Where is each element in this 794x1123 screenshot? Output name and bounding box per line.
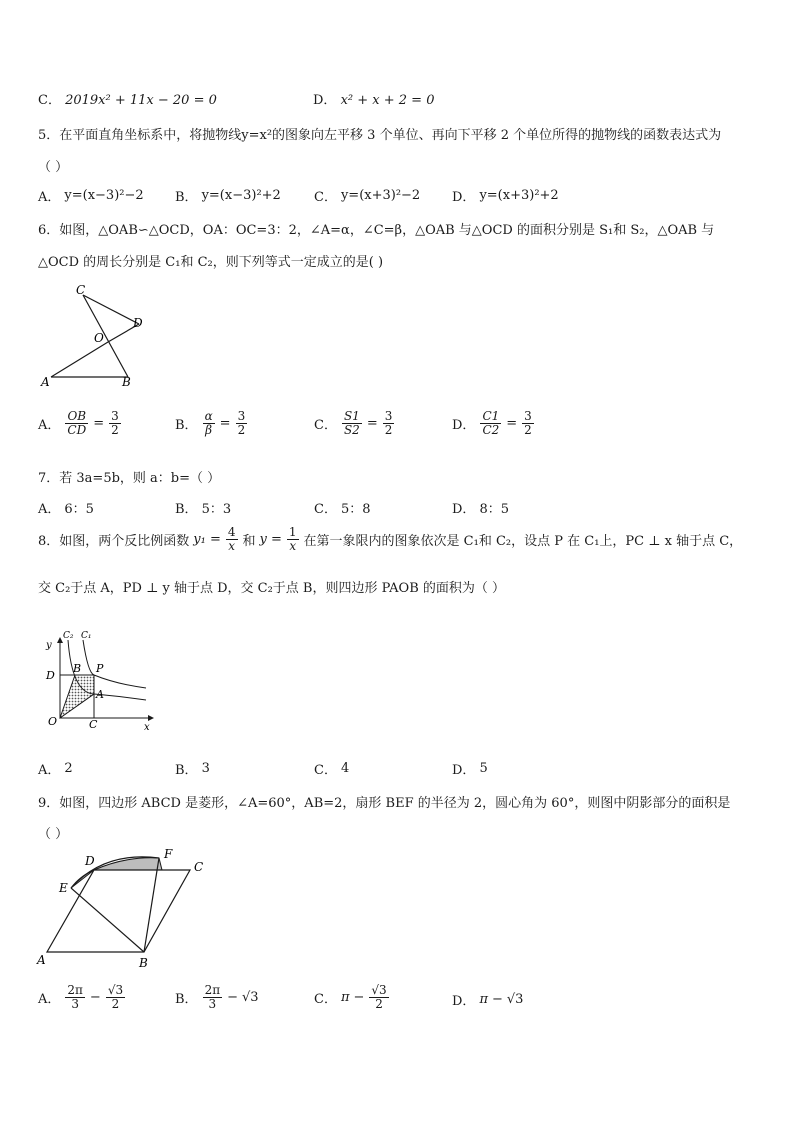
q9-label-e: E bbox=[59, 881, 68, 895]
q4-option-c-expr: 2019x² + 11x − 20 = 0 bbox=[65, 93, 217, 108]
q6-segment-oa bbox=[51, 342, 108, 377]
q8-label-x: x bbox=[144, 722, 150, 732]
q8-label-d: D bbox=[46, 669, 55, 682]
q6-option-c: C． $\frac{S1}{S2}$ = $\frac{3}{2}$ bbox=[314, 409, 393, 437]
q8-label-c: C bbox=[89, 718, 98, 731]
q9-shaded-left bbox=[71, 870, 94, 888]
q9-radius-be bbox=[71, 888, 144, 952]
q9-option-c: C． π − $\frac{√3}{2}$ bbox=[314, 983, 387, 1011]
q6-label-b: B bbox=[122, 375, 131, 389]
q8-stem-line1: 8．如图，两个反比例函数 y₁ = $\frac{4}{x}$ 和 y = $\frac{1}{x}$ 在第一象限内的图象依次是 C₁和 C₂，设点 P 在 C₁上，PC ⊥ x 轴于点 C， bbox=[38, 525, 743, 553]
q8-option-a: A． 2 bbox=[38, 761, 73, 778]
q6-option-a: A． $\frac{OB}{CD}$ = $\frac{3}{2}$ bbox=[38, 409, 119, 437]
q9-option-b: B． $\frac{2\pi}{3}$ − √3 bbox=[175, 983, 259, 1011]
q9-option-d: D． π − √3 bbox=[452, 992, 524, 1009]
q6-option-b: B． $\frac{\alpha}{\beta}$ = $\frac{3}{2}$ bbox=[175, 409, 246, 437]
q7-option-c: C． 5：8 bbox=[314, 502, 371, 517]
q9-label-d: D bbox=[85, 854, 95, 868]
q9-figure bbox=[34, 846, 212, 970]
q9-paren: （ ） bbox=[38, 827, 69, 842]
q6-label-a: A bbox=[41, 375, 50, 389]
q8-label-a: A bbox=[96, 688, 104, 701]
q5-option-a: A． y=(x−3)²−2 bbox=[38, 188, 144, 205]
q8-label-y: y bbox=[46, 640, 52, 651]
q8-label-o: O bbox=[48, 715, 58, 728]
q4-option-d: D． x² + x + 2 = 0 bbox=[313, 93, 435, 108]
q5-option-b: B． y=(x−3)²+2 bbox=[175, 188, 281, 205]
q9-label-f: F bbox=[164, 847, 173, 861]
q8-x-axis-arrow bbox=[148, 715, 154, 721]
q8-stem-line2: 交 C₂于点 A，PD ⊥ y 轴于点 D，交 C₂于点 B，则四边形 PAOB 的面积为（ ） bbox=[38, 581, 506, 596]
q6-label-d: D bbox=[133, 316, 143, 330]
q5-option-d: D． y=(x+3)²+2 bbox=[452, 188, 559, 205]
q9-label-a: A bbox=[37, 953, 46, 967]
q5-paren: （ ） bbox=[38, 160, 69, 175]
q8-option-c: C． 4 bbox=[314, 761, 350, 778]
q7-stem: 7．若 3a=5b，则 a：b=（ ） bbox=[38, 471, 221, 486]
q9-option-a: A． $\frac{2\pi}{3}$ − $\frac{√3}{2}$ bbox=[38, 983, 124, 1011]
q6-label-c: C bbox=[76, 283, 86, 297]
q8-figure bbox=[38, 628, 160, 732]
q5-stem: 5．在平面直角坐标系中，将抛物线y=x²的图象向左平移 3 个单位、再向下平移 2 个单位所得的抛物线的函数表达式为 bbox=[38, 128, 722, 143]
q6-label-o: O bbox=[94, 331, 104, 345]
q6-figure bbox=[36, 282, 156, 390]
q8-label-c1: C₁ bbox=[81, 631, 92, 641]
q6-option-d: D． $\frac{C1}{C2}$ = $\frac{3}{2}$ bbox=[452, 409, 532, 437]
q6-stem-line1: 6．如图，△OAB∽△OCD，OA：OC=3：2，∠A=α，∠C=β，△OAB 与△OCD 的面积分别是 S₁和 S₂，△OAB 与 bbox=[38, 223, 715, 238]
q5-option-c: C． y=(x+3)²−2 bbox=[314, 188, 421, 205]
q7-option-b: B． 5：3 bbox=[175, 502, 232, 517]
q6-stem-line2: △OCD 的周长分别是 C₁和 C₂，则下列等式一定成立的是( ) bbox=[38, 255, 384, 270]
q8-option-d: D． 5 bbox=[452, 761, 488, 778]
q9-rhombus bbox=[47, 870, 190, 952]
q9-stem: 9．如图，四边形 ABCD 是菱形，∠A=60°，AB=2，扇形 BEF 的半径为 2，圆心角为 60°，则图中阴影部分的面积是 bbox=[38, 796, 731, 811]
q8-label-c2: C₂ bbox=[63, 631, 74, 641]
q7-option-d: D． 8：5 bbox=[452, 502, 509, 517]
q8-option-b: B． 3 bbox=[175, 761, 210, 778]
q9-label-b: B bbox=[139, 956, 148, 970]
q4-option-c: C． 2019x² + 11x − 20 = 0 bbox=[38, 93, 217, 108]
q8-label-p: P bbox=[96, 662, 104, 675]
q7-option-a: A． 6：5 bbox=[38, 502, 94, 517]
q9-label-c: C bbox=[194, 860, 204, 874]
q4-option-d-expr: x² + x + 2 = 0 bbox=[340, 93, 435, 108]
q8-label-b: B bbox=[73, 662, 82, 675]
